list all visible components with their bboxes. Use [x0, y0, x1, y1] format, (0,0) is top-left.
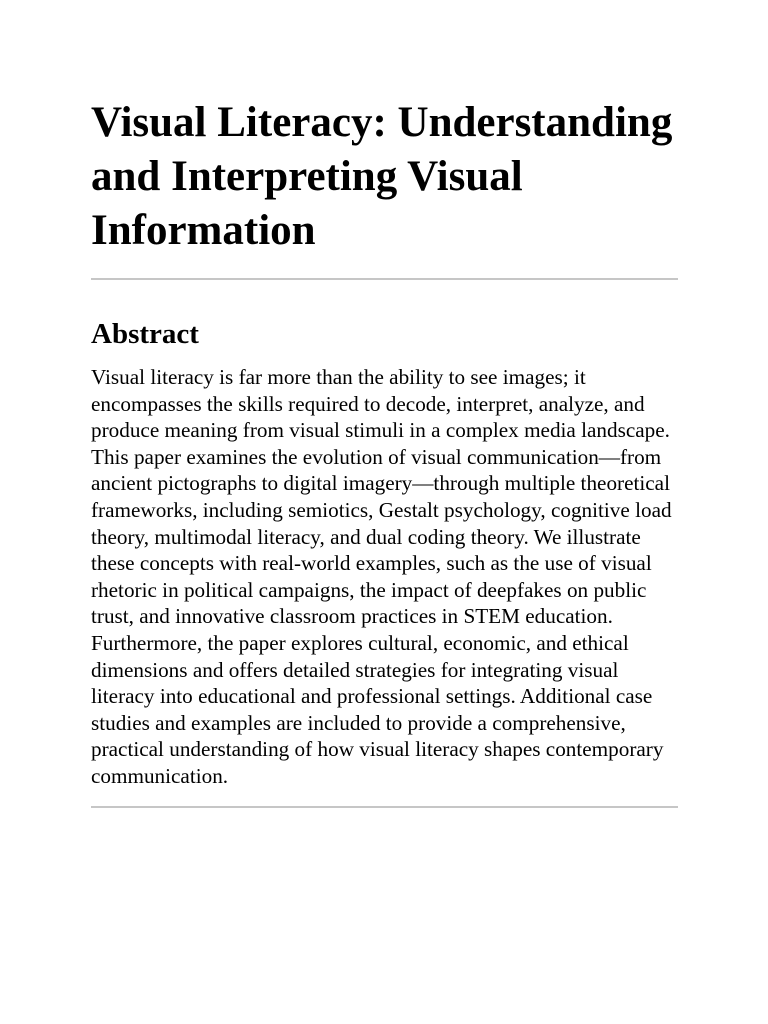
- abstract-divider: [91, 806, 678, 808]
- paper-title: Visual Literacy: Understanding and Interpreting Visual Information: [91, 99, 673, 254]
- title-divider: [91, 278, 678, 280]
- abstract-heading: Abstract: [91, 318, 199, 350]
- abstract-paragraph: Visual literacy is far more than the ability to see images; it encompasses the skills required to decode, interpret, analyze, and produce meaning from visual stimuli in a complex media landscape. This paper examines the evolution of visual communication—from ancient pictographs to digital imagery—through multiple theoretical frameworks, including semiotics, Gestalt psychology, cognitive load theory, multimodal literacy, and dual coding theory. We illustrate these concepts with real-world examples, such as the use of visual rhetoric in political campaigns, the impact of deepfakes on public trust, and innovative classroom practices in STEM education. Furthermore, the paper explores cultural, economic, and ethical dimensions and offers detailed strategies for integrating visual literacy into educational and professional settings. Additional case studies and examples are included to provide a comprehensive, practical understanding of how visual literacy shapes contemporary communication.: [91, 365, 672, 788]
